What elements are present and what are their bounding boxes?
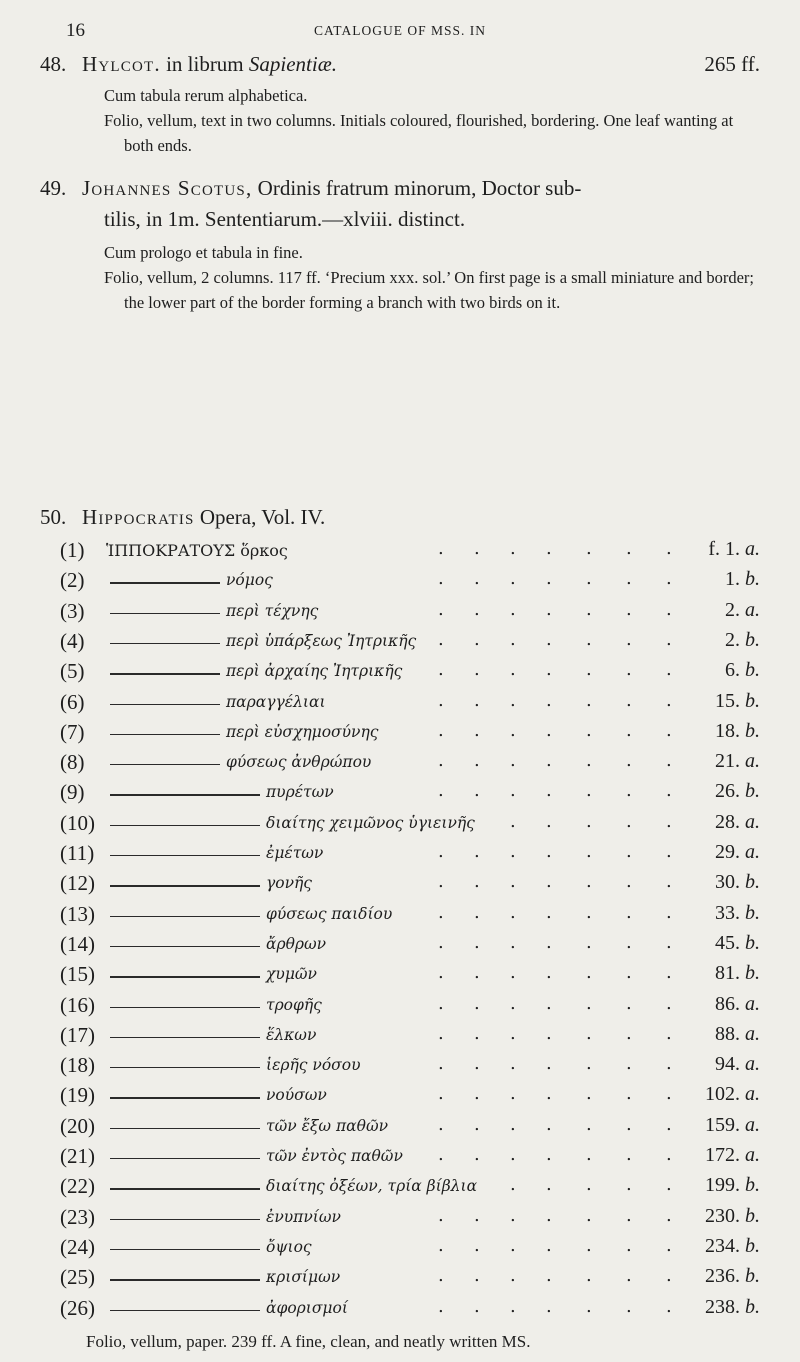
- contents-item-folio: 234. b.: [705, 1234, 760, 1257]
- ditto-rule: [110, 613, 220, 614]
- entry-number: 50.: [40, 505, 67, 529]
- ditto-rule: [110, 916, 260, 917]
- entry-title-text: Ordinis fratrum minorum, Doctor sub-: [252, 176, 582, 200]
- contents-item-number: (6): [60, 689, 85, 714]
- contents-item: (15) χυμῶν . . . . . . . 81. b.: [60, 962, 760, 987]
- contents-item: (7) περὶ εὐσχημοσύνης . . . . . . . 18. b.: [60, 719, 760, 744]
- contents-item-title: φύσεως παιδίου: [266, 904, 393, 923]
- ditto-rule: [110, 855, 260, 856]
- contents-item: (20) τῶν ἔξω παθῶν . . . . . . . 159. a.: [60, 1113, 760, 1138]
- description-line: Folio, vellum, 2 columns. 117 ff. ‘Precium xxx. sol.’ On first page is a small miniature and border; the lower part of the border forming a branch with two birds on it.: [104, 268, 754, 312]
- contents-item: (17) ἕλκων . . . . . . . 88. a.: [60, 1022, 760, 1047]
- entry-footer: Folio, vellum, paper. 239 ff. A fine, clean, and neatly written MS.: [86, 1332, 531, 1351]
- contents-item-number: (1): [60, 538, 85, 562]
- contents-item-number: (25): [60, 1265, 95, 1290]
- contents-item: (8) φύσεως ἀνθρώπου . . . . . . . 21. a.: [60, 750, 760, 775]
- contents-item-folio: 88. a.: [715, 1022, 760, 1045]
- contents-item: (9) πυρέτων . . . . . . . 26. b.: [60, 780, 760, 805]
- ditto-rule: [110, 1128, 260, 1129]
- contents-item-folio: 199. b.: [705, 1174, 760, 1197]
- entry-title-text: Opera, Vol. IV.: [194, 505, 326, 529]
- ditto-rule: [110, 1249, 260, 1250]
- contents-item: (5) περὶ ἀρχαίης Ἰητρικῆς . . . . . . . 6. b.: [60, 659, 760, 684]
- page-header: [0, 12, 800, 46]
- contents-item-number: (9): [60, 780, 85, 805]
- ditto-rule: [110, 1310, 260, 1311]
- contents-item-number: (7): [60, 719, 85, 744]
- contents-item-title: παραγγέλιαι: [226, 692, 326, 711]
- contents-item-title: ἄρθρων: [266, 934, 327, 953]
- contents-item-number: (22): [60, 1174, 95, 1199]
- contents-item-title: ἱερῆς νόσου: [266, 1056, 361, 1075]
- entry-title: [82, 176, 760, 201]
- contents-item: (2) νόμος . . . . . . . 1. b.: [60, 568, 760, 593]
- contents-item-number: (10): [60, 810, 95, 835]
- contents-item-folio: 28. a.: [715, 810, 760, 833]
- contents-item-number: (2): [60, 568, 85, 593]
- entry-author: Hippocratis: [82, 505, 195, 529]
- contents-item-number: (16): [60, 992, 95, 1017]
- contents-item: (12) γονῆς . . . . . . . 30. b.: [60, 871, 760, 896]
- contents-item-title: τροφῆς: [266, 995, 322, 1014]
- contents-item-title: ἹΠΠΟΚΡΑΤΟΥΣ ὅρκος: [106, 541, 288, 560]
- contents-item-number: (15): [60, 962, 95, 987]
- contents-item: (25) κρισίμων . . . . . . . 236. b.: [60, 1265, 760, 1290]
- contents-item-folio: 159. a.: [705, 1113, 760, 1136]
- contents-item-number: (19): [60, 1083, 95, 1108]
- ditto-rule: [110, 946, 260, 947]
- contents-item-folio: 102. a.: [705, 1083, 760, 1106]
- ditto-rule: [110, 885, 260, 886]
- contents-item: (10) διαίτης χειμῶνος ὑγιεινῆς . . . . . 28. a.: [60, 810, 760, 835]
- contents-item-title: χυμῶν: [266, 965, 317, 984]
- contents-item: (24) ὄψιος . . . . . . . 234. b.: [60, 1234, 760, 1259]
- contents-item-number: (4): [60, 628, 85, 653]
- page-number: 16: [66, 20, 85, 41]
- contents-item-folio: f. 1. a.: [708, 538, 760, 560]
- contents-item-title: φύσεως ἀνθρώπου: [226, 753, 372, 772]
- contents-item-title: κρισίμων: [266, 1268, 341, 1287]
- ditto-rule: [110, 1037, 260, 1038]
- contents-item-number: (17): [60, 1022, 95, 1047]
- ditto-rule: [110, 764, 220, 765]
- contents-item-number: (12): [60, 871, 95, 896]
- ditto-rule: [110, 1097, 260, 1098]
- entry-number: 49.: [40, 176, 67, 200]
- contents-item-folio: 86. a.: [715, 992, 760, 1015]
- contents-item-title: γονῆς: [266, 874, 312, 893]
- description-line: Cum prologo et tabula in fine.: [104, 243, 303, 262]
- contents-item-title: διαίτης χειμῶνος ὑγιεινῆς: [266, 813, 475, 832]
- contents-item: (19) νούσων . . . . . . . 102. a.: [60, 1083, 760, 1108]
- description-line: Cum tabula rerum alphabetica.: [104, 86, 308, 105]
- ditto-rule: [110, 794, 260, 795]
- ditto-rule: [110, 1188, 260, 1189]
- entry-title: [82, 52, 760, 77]
- contents-item-folio: 94. a.: [715, 1053, 760, 1076]
- contents-item-title: νόμος: [226, 571, 273, 590]
- contents-item-title: ἕλκων: [266, 1025, 317, 1044]
- entry-title-text: in librum: [160, 52, 249, 76]
- entry-title-italic: Sapientiæ.: [248, 52, 337, 76]
- contents-item: (22) διαίτης ὀξέων, τρία βίβλια . . . . . 199. b.: [60, 1174, 760, 1199]
- contents-item-folio: 33. b.: [715, 901, 760, 924]
- contents-item-folio: 230. b.: [705, 1204, 760, 1227]
- contents-item-number: (26): [60, 1295, 95, 1320]
- contents-item: (21) τῶν ἐντὸς παθῶν . . . . . . . 172. a.: [60, 1144, 760, 1168]
- contents-item-number: (24): [60, 1234, 95, 1259]
- entry-description: [104, 240, 760, 315]
- contents-item-folio: 21. a.: [715, 750, 760, 773]
- description-line: Folio, vellum, text in two columns. Initials coloured, flourished, bordering. One leaf wanting at both ends.: [104, 111, 734, 155]
- contents-item-folio: 30. b.: [715, 871, 760, 894]
- contents-item-title: ἐνυπνίων: [266, 1207, 341, 1226]
- contents-item-number: (13): [60, 901, 95, 926]
- contents-item-folio: 45. b.: [715, 931, 760, 954]
- contents-item: (11) ἐμέτων . . . . . . . 29. a.: [60, 841, 760, 865]
- contents-item-folio: 236. b.: [705, 1265, 760, 1288]
- ditto-rule: [110, 734, 220, 735]
- contents-item-number: (5): [60, 659, 85, 684]
- contents-item-folio: 2. a.: [725, 598, 760, 621]
- contents-item-number: (18): [60, 1053, 95, 1078]
- contents-item-title: πυρέτων: [266, 783, 334, 802]
- contents-item-folio: 29. a.: [715, 841, 760, 863]
- entry-folios: 265 ff.: [704, 52, 760, 76]
- contents-item-number: (20): [60, 1113, 95, 1138]
- contents-item-title: ἐμέτων: [266, 844, 324, 862]
- contents-item-title: τῶν ἐντὸς παθῶν: [266, 1147, 403, 1165]
- contents-item-title: περὶ ἀρχαίης Ἰητρικῆς: [226, 662, 403, 681]
- contents-item-title: ἀφορισμοί: [266, 1298, 348, 1317]
- contents-item-title: περὶ εὐσχημοσύνης: [226, 722, 379, 741]
- contents-item-title: ὄψιος: [266, 1237, 312, 1256]
- contents-item: (13) φύσεως παιδίου . . . . . . . 33. b.: [60, 901, 760, 926]
- ditto-rule: [110, 1007, 260, 1008]
- contents-item-title: περὶ ὑπάρξεως Ἰητρικῆς: [226, 631, 417, 650]
- ditto-rule: [110, 976, 260, 977]
- contents-item: (1) ἹΠΠΟΚΡΑΤΟΥΣ ὅρκος . . . . . . . f. 1. a.: [60, 538, 760, 562]
- contents-item-folio: 6. b.: [725, 659, 760, 682]
- contents-item-folio: 81. b.: [715, 962, 760, 985]
- ditto-rule: [110, 825, 260, 826]
- contents-item-folio: 2. b.: [725, 628, 760, 651]
- ditto-rule: [110, 1158, 260, 1159]
- contents-item-folio: 18. b.: [715, 719, 760, 742]
- contents-item: (16) τροφῆς . . . . . . . 86. a.: [60, 992, 760, 1017]
- contents-item: (3) περὶ τέχνης . . . . . . . 2. a.: [60, 598, 760, 623]
- contents-item-folio: 15. b.: [715, 689, 760, 712]
- contents-item-number: (14): [60, 931, 95, 956]
- contents-item-folio: 238. b.: [705, 1295, 760, 1318]
- entry-author: Hylcot.: [82, 52, 161, 76]
- contents-item-title: περὶ τέχνης: [226, 601, 319, 620]
- contents-item-number: (11): [60, 841, 95, 865]
- entry-title: [82, 505, 760, 530]
- contents-item-folio: 26. b.: [715, 780, 760, 803]
- ditto-rule: [110, 1219, 260, 1220]
- ditto-rule: [110, 643, 220, 644]
- contents-item-number: (23): [60, 1204, 95, 1229]
- contents-item: (26) ἀφορισμοί . . . . . . . 238. b.: [60, 1295, 760, 1320]
- ditto-rule: [110, 582, 220, 583]
- contents-item-title: διαίτης ὀξέων, τρία βίβλια: [266, 1177, 478, 1196]
- ditto-rule: [110, 1279, 260, 1280]
- entry-description: [104, 83, 760, 158]
- contents-item-folio: 1. b.: [725, 568, 760, 591]
- running-head: CATALOGUE OF MSS. IN: [314, 23, 486, 38]
- ditto-rule: [110, 673, 220, 674]
- contents-item: (6) παραγγέλιαι . . . . . . . 15. b.: [60, 689, 760, 714]
- contents-item-number: (8): [60, 750, 85, 775]
- contents-item-number: (21): [60, 1144, 95, 1168]
- ditto-rule: [110, 704, 220, 705]
- entry-author: Johannes Scotus,: [82, 176, 253, 200]
- entry-title-continued: tilis, in 1m. Sententiarum.—xlviii. distinct.: [104, 207, 466, 231]
- ditto-rule: [110, 1067, 260, 1068]
- contents-item: (23) ἐνυπνίων . . . . . . . 230. b.: [60, 1204, 760, 1229]
- contents-item-folio: 172. a.: [705, 1144, 760, 1166]
- contents-item-title: νούσων: [266, 1086, 327, 1105]
- contents-item-title: τῶν ἔξω παθῶν: [266, 1116, 389, 1135]
- contents-item: (4) περὶ ὑπάρξεως Ἰητρικῆς . . . . . . . 2. b.: [60, 628, 760, 653]
- contents-item: (14) ἄρθρων . . . . . . . 45. b.: [60, 931, 760, 956]
- entry-number: 48.: [40, 52, 67, 76]
- contents-item-number: (3): [60, 598, 85, 623]
- contents-item: (18) ἱερῆς νόσου . . . . . . . 94. a.: [60, 1053, 760, 1078]
